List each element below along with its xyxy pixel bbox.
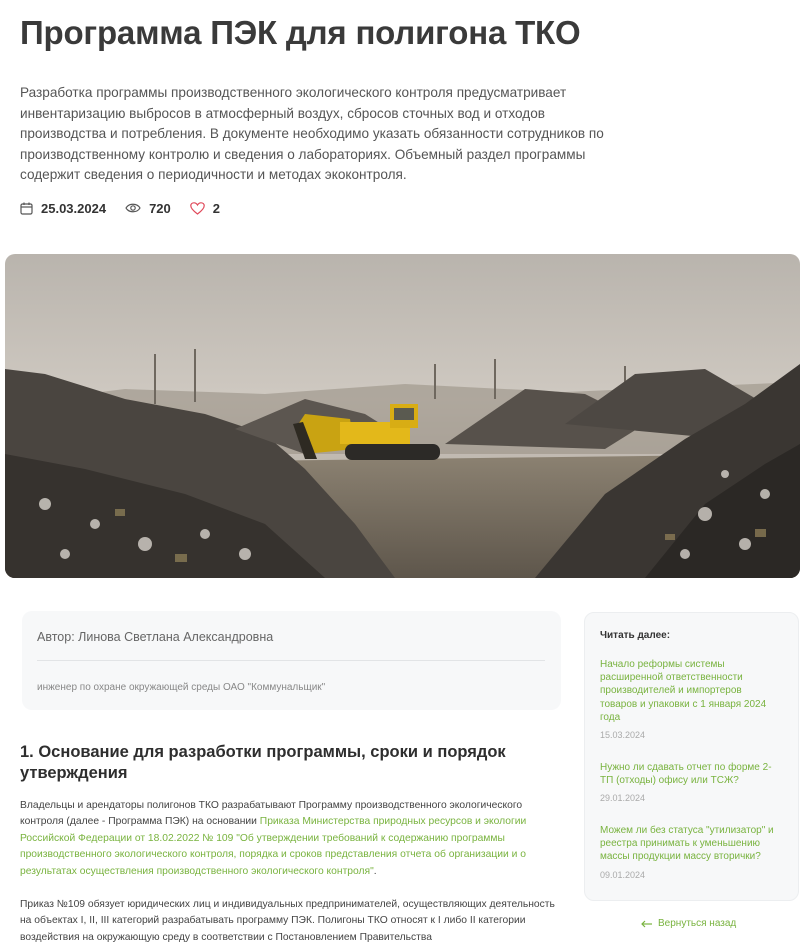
author-role: инженер по охране окружающей среды ОАО "Коммунальщик": [37, 682, 326, 693]
related-article[interactable]: [600, 761, 780, 803]
paragraph-1-text: Владельцы и арендаторы полигонов ТКО разрабатывают Программу производственного экологического контроля (далее - Программа ПЭК) на основании: [20, 800, 523, 828]
author-name: Автор: Линова Светлана Александровна: [37, 630, 274, 644]
author-card: [22, 611, 561, 710]
related-article-date: 15.03.2024: [600, 730, 646, 741]
related-article-title[interactable]: Можем ли без статуса "утилизатор" и реестра принимать к уменьшению массы продукции массу вторички?: [600, 825, 774, 863]
sidebar-heading: Читать далее:: [600, 630, 671, 641]
section-heading: 1. Основание для разработки программы, сроки и порядок утверждения: [20, 743, 506, 782]
date-meta: [20, 201, 106, 216]
hero-image: [5, 254, 800, 578]
related-article-title[interactable]: Начало реформы системы расширенной ответственности производителей и импортеров товаров и упаковки с 1 января 2024 года: [600, 659, 767, 723]
views-meta: [125, 201, 171, 216]
paragraph-1: [20, 798, 565, 880]
related-article-date: 29.01.2024: [600, 793, 646, 804]
article-meta: [20, 199, 239, 217]
page-title: Программа ПЭК для полигона ТКО: [20, 14, 581, 51]
article-lead: Разработка программы производственного экологического контроля предусматривает инвентаризацию выбросов в атмосферный воздух, сбросов сточных вод и отходов производства и потребления. В документе необходимо указать обязанности сотрудников по производственному контролю и сведения о лабораториях. Объемный раздел программы содержит сведения о периодичности и методах экоконтроля.: [20, 85, 604, 183]
likes-meta[interactable]: [190, 201, 220, 216]
read-more-sidebar: [584, 612, 799, 901]
paragraph-2: Приказ №109 обязует юридических лиц и индивидуальных предпринимателей, осуществляющих деятельность на объектах I, II, III категорий разрабатывать программу ПЭК. Полигоны ТКО относят к I либо II категории воздействия на окружающую среду в соответствии с Постановлением Правительства: [20, 899, 555, 943]
arrow-left-icon: [641, 920, 653, 928]
related-article-title[interactable]: Нужно ли сдавать отчет по форме 2-ТП (отходы) офису или ТСЖ?: [600, 762, 772, 787]
article-date: 25.03.2024: [41, 200, 107, 216]
paragraph-1-end: .: [373, 865, 377, 877]
author-divider: [37, 660, 545, 661]
heart-icon[interactable]: [190, 202, 205, 215]
back-link-label[interactable]: Вернуться назад: [658, 918, 737, 929]
related-article[interactable]: [600, 658, 780, 740]
order-109-link[interactable]: Приказа Министерства природных ресурсов и экологии Российской Федерации от 18.02.2022 № 109 "Об утверждении требований к содержанию программы производственного экологического контроля, порядка и сроков представления отчета об организации и о результатах осуществления производственного экологического контроля": [20, 816, 527, 877]
likes-count: 2: [212, 200, 221, 216]
calendar-icon: [20, 202, 33, 215]
related-article-date: 09.01.2024: [600, 869, 646, 880]
back-link[interactable]: [641, 918, 736, 929]
related-article[interactable]: [600, 824, 780, 880]
views-count: 720: [149, 200, 171, 216]
eye-icon: [125, 202, 141, 214]
